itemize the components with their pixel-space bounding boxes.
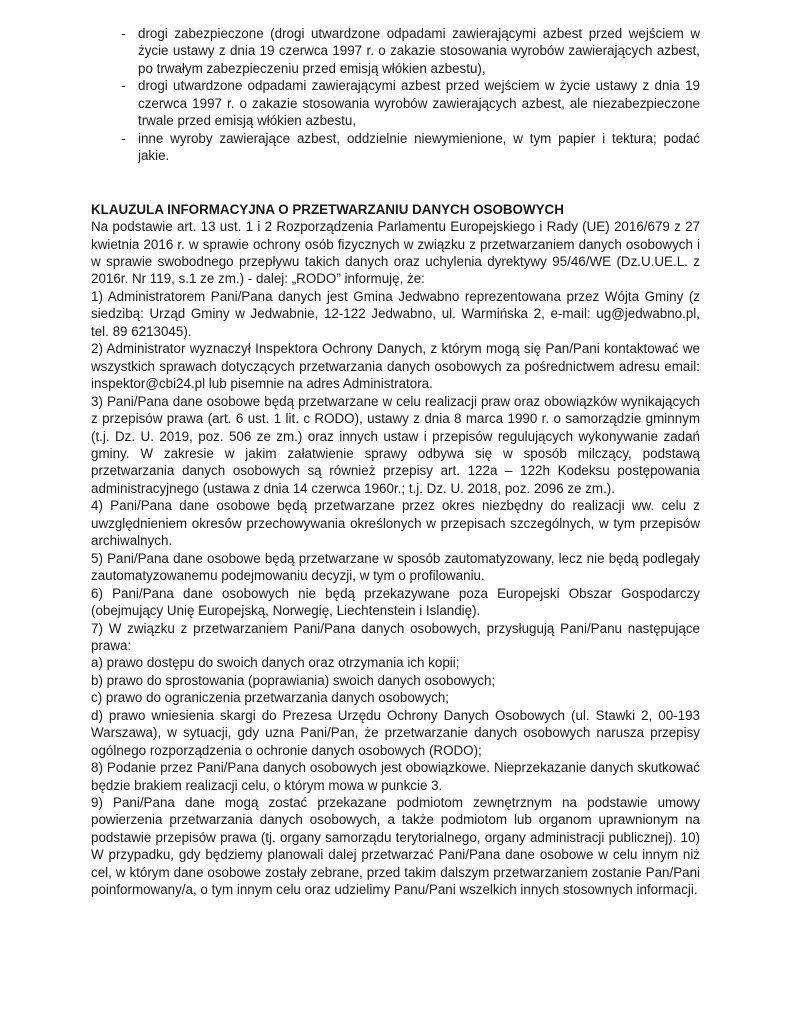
- clause-point-4: 4) Pani/Pana dane osobowe będą przetwarzane przez okres niezbędny do realizacji ww. celu z uwzględnieniem okresów przechowywania określonych w przepisach szczególnych, w tym przepisów archiwalnych.: [91, 498, 700, 549]
- dash-bullet: -: [121, 130, 126, 146]
- asbestos-list: [121, 25, 700, 165]
- document-page: [91, 25, 700, 899]
- clause-right-c: c) prawo do ograniczenia przetwarzania danych osobowych;: [91, 690, 450, 706]
- clause-right-b: b) prawo do sprostowania (poprawiania) swoich danych osobowych;: [91, 672, 496, 688]
- list-item-text: drogi utwardzone odpadami zawierającymi azbest przed wejściem w życie ustawy z dnia 19 czerwca 1997 r. o zakazie stosowania wyrobów zawierających azbest, ale niezabezpieczone trwale przed emisją włókien azbestu,: [138, 78, 700, 129]
- clause-right-a: a) prawo dostępu do swoich danych oraz otrzymania ich kopii;: [91, 655, 460, 671]
- clause-point-7: 7) W związku z przetwarzaniem Pani/Pana danych osobowych, przysługują Pani/Panu następujące prawa:: [91, 620, 700, 653]
- spacer: [91, 165, 700, 201]
- dash-bullet: -: [121, 26, 126, 41]
- clause-right-d: d) prawo wniesienia skargi do Prezesa Urzędu Ochrony Danych Osobowych (ul. Stawki 2, 00-193 Warszawa), w sytuacji, gdy uzna Pani/Pan, że przetwarzanie danych osobowych narusza przepisy ogólnego rozporządzenia o ochronie danych osobowych (RODO);: [91, 707, 700, 758]
- clause-point-1: 1) Administratorem Pani/Pana danych jest Gmina Jedwabno reprezentowana przez Wójta Gminy (z siedzibą: Urząd Gminy w Jedwabnie, 12-122 Jedwabno, ul. Warmińska 2, e-mail: ug@jedwabno.pl, tel. 89 6213045).: [91, 288, 700, 339]
- clause-point-6: 6) Pani/Pana dane osobowych nie będą przekazywane poza Europejski Obszar Gospodarczy (obejmujący Unię Europejską, Norwegię, Liechtenstein i Islandię).: [91, 585, 700, 619]
- clause-point-3: 3) Pani/Pana dane osobowe będą przetwarzane w celu realizacji praw oraz obowiązków wynikających z przepisów prawa (art. 6 ust. 1 lit. c RODO), ustawy z dnia 8 marca 1990 r. o samorządzie gminnym (t.j. Dz. U. 2019, poz. 506 ze zm.) oraz innych ustaw i przepisów regulujących wykonywanie zadań gminy. W zakresie w jakim załatwienie sprawy odbywa się w sposób milczący, podstawą przetwarzania danych osobowych są również przepisy art. 122a – 122h Kodeksu postępowania administracyjnego (ustawa z dnia 14 czerwca 1960r.; t.j. Dz. U. 2018, poz. 2096 ze zm.).: [91, 393, 700, 496]
- list-item-text: drogi zabezpieczone (drogi utwardzone odpadami zawierającymi azbest przed wejściem w życie ustawy z dnia 19 czerwca 1997 r. o zakazie stosowania wyrobów zawierających azbest, po trwałym zabezpieczeniu przed emisją włókien azbestu),: [138, 26, 700, 76]
- clause-point-5: 5) Pani/Pana dane osobowe będą przetwarzane w sposób zautomatyzowany, lecz nie będą podlegały zautomatyzowanemu podejmowaniu decyzji, w tym o profilowaniu.: [91, 550, 700, 584]
- list-item: [121, 25, 700, 77]
- clause-point-2: 2) Administrator wyznaczył Inspektora Ochrony Danych, z którym mogą się Pan/Pani kontaktować we wszystkich sprawach dotyczących przetwarzania danych osobowych za pośrednictwem adresu email: inspektor@cbi24.pl lub pisemnie na adres Administratora.: [91, 341, 700, 392]
- clause-heading: KLAUZULA INFORMACYJNA O PRZETWARZANIU DANYCH OSOBOWYCH: [91, 201, 564, 217]
- clause-point-9-10: 9) Pani/Pana dane mogą zostać przekazane podmiotom zewnętrznym na podstawie umowy powierzenia przetwarzania danych osobowych, a także podmiotom lub organom uprawnionym na podstawie przepisów prawa (tj. organy samorządu terytorialnego, organy administracji publicznej). 10) W przypadku, gdy będziemy planowali dalej przetwarzać Pani/Pana dane osobowe w celu innym niż cel, w którym dane osobowe zostały zebrane, przed takim dalszym przetwarzaniem zostanie Pan/Pani poinformowany/a, o tym innym celu oraz udzielimy Panu/Pani wszelkich innych stosownych informacji.: [91, 795, 700, 898]
- clause-intro: Na podstawie art. 13 ust. 1 i 2 Rozporządzenia Parlamentu Europejskiego i Rady (UE) 2016/679 z 27 kwietnia 2016 r. w sprawie ochrony osób fizycznych w związku z przetwarzaniem danych osobowych i w sprawie swobodnego przepływu takich danych oraz uchylenia dyrektywy 95/46/WE (Dz.U.UE.L. z 2016r. Nr 119, s.1 ze zm.) - dalej: „RODO” informuję, że:: [91, 219, 700, 287]
- list-item-text: inne wyroby zawierające azbest, oddzielnie niewymienione, w tym papier i tektura; podać jakie.: [138, 130, 700, 164]
- list-item: [121, 130, 700, 165]
- dash-bullet: -: [121, 78, 126, 94]
- list-item: [121, 77, 700, 129]
- clause-point-8: 8) Podanie przez Pani/Pana danych osobowych jest obowiązkowe. Nieprzekazanie danych skutkować będzie brakiem realizacji celu, o którym mowa w punkcie 3.: [91, 760, 700, 793]
